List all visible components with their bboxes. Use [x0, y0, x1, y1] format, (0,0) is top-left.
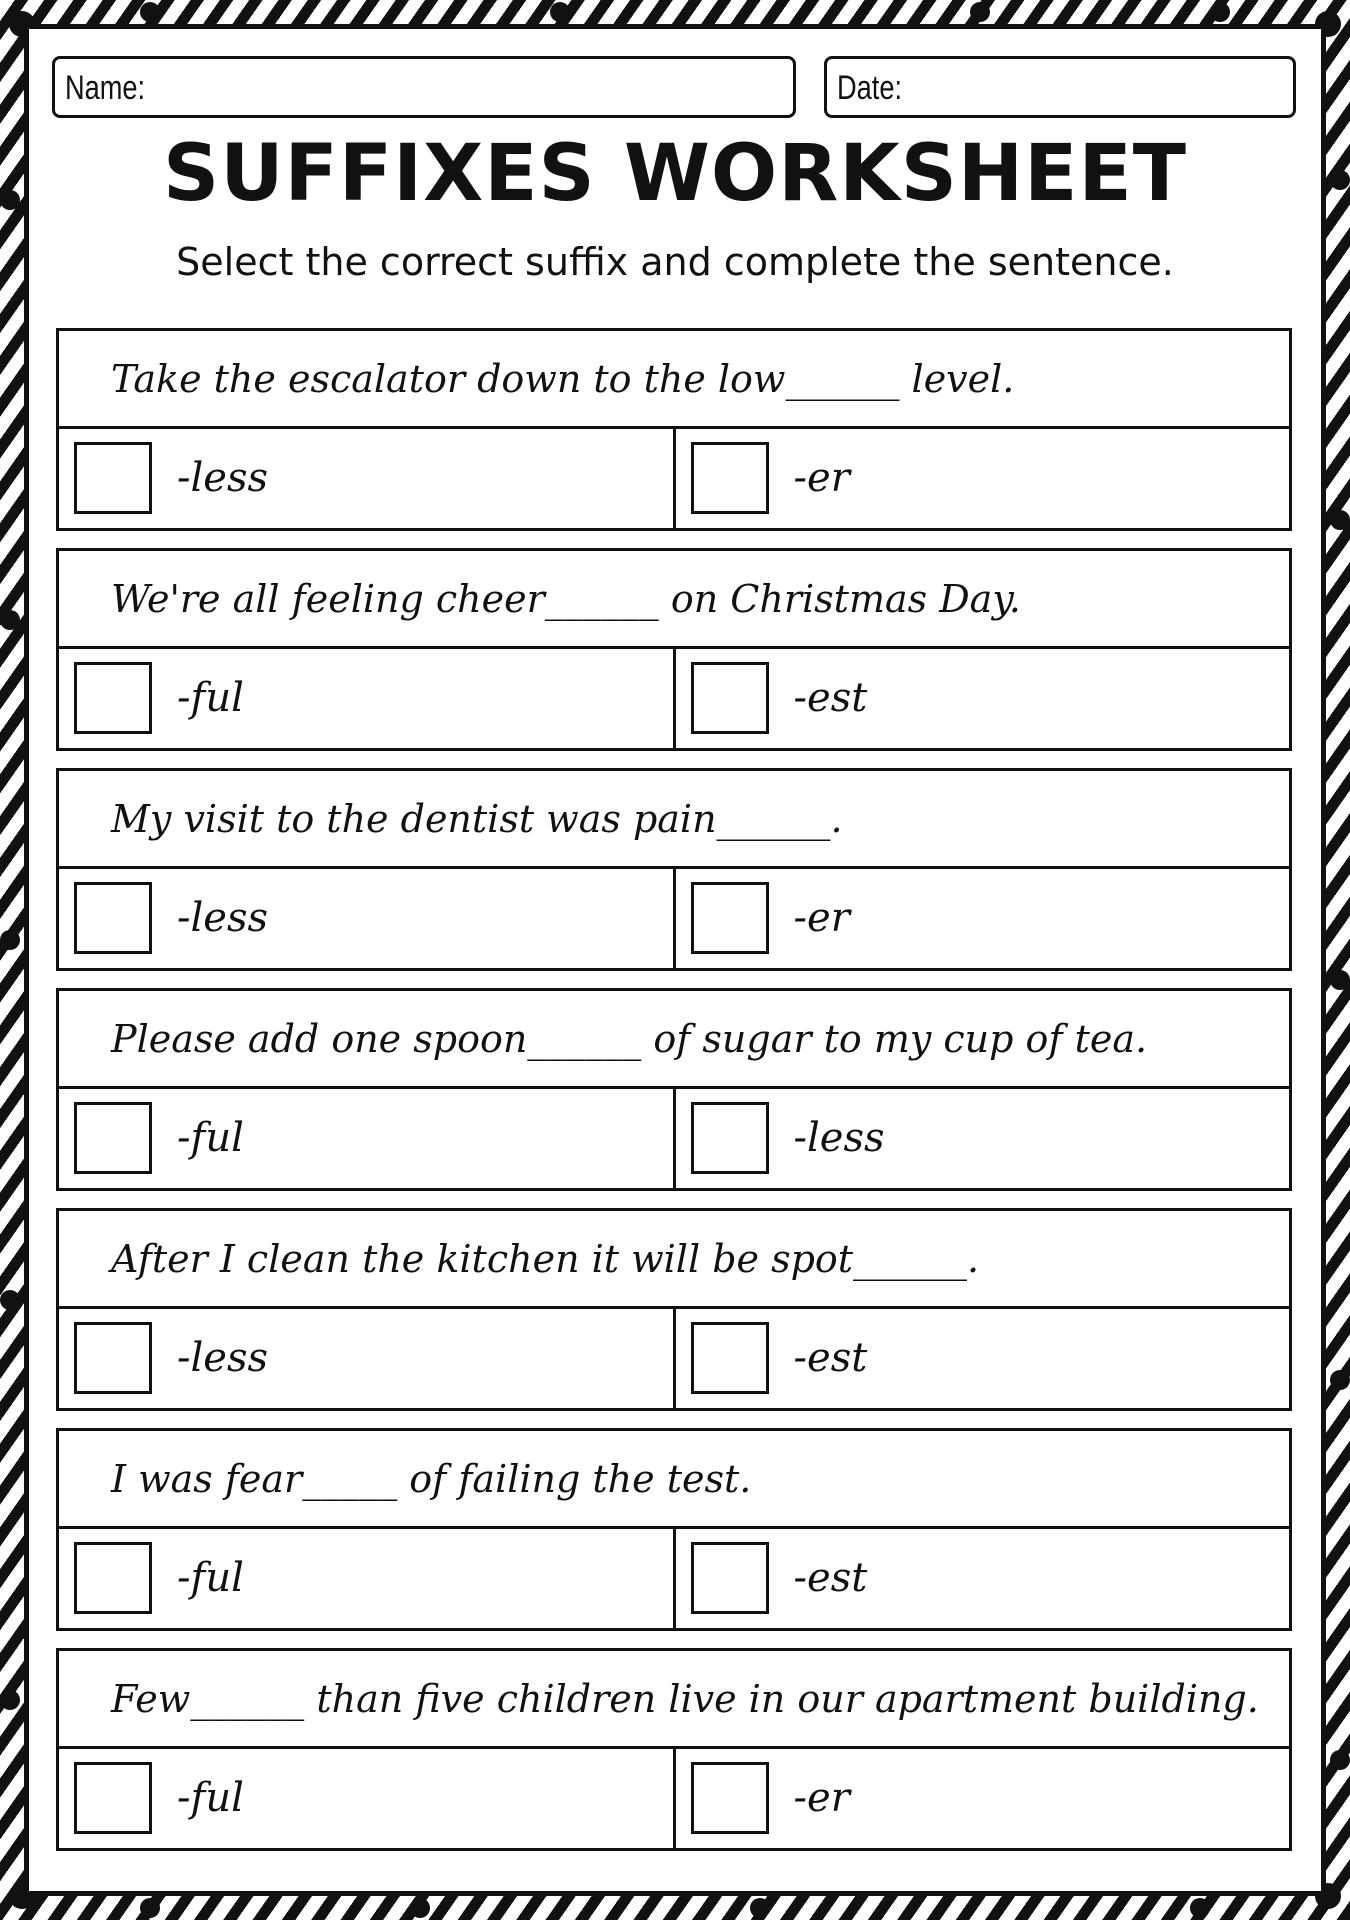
checkbox[interactable] [691, 1102, 769, 1174]
option-label: -er [793, 455, 850, 501]
question-6 [56, 1428, 1292, 1631]
checkbox[interactable] [691, 882, 769, 954]
option-a[interactable] [59, 1309, 676, 1408]
name-label: Name: [65, 69, 146, 107]
date-field[interactable] [824, 56, 1296, 118]
checkbox[interactable] [74, 442, 152, 514]
option-label: -est [793, 675, 868, 721]
checkbox[interactable] [74, 662, 152, 734]
worksheet-title: SUFFIXES WORKSHEET [163, 129, 1187, 219]
option-a[interactable] [59, 1749, 676, 1848]
option-label: -less [177, 895, 269, 941]
option-b[interactable] [676, 429, 1290, 528]
option-label: -ful [177, 1555, 244, 1601]
option-a[interactable] [59, 1089, 676, 1188]
option-b[interactable] [676, 1749, 1290, 1848]
question-sentence: We're all feeling cheer______ on Christmas Day. [59, 551, 1289, 649]
option-a[interactable] [59, 429, 676, 528]
question-5 [56, 1208, 1292, 1411]
checkbox[interactable] [74, 1542, 152, 1614]
checkbox[interactable] [74, 882, 152, 954]
option-label: -ful [177, 675, 244, 721]
question-3 [56, 768, 1292, 971]
option-label: -est [793, 1335, 868, 1381]
option-label: -est [793, 1555, 868, 1601]
option-label: -less [177, 1335, 269, 1381]
option-a[interactable] [59, 649, 676, 748]
question-sentence: Take the escalator down to the low______ level. [59, 331, 1289, 429]
checkbox[interactable] [74, 1322, 152, 1394]
option-b[interactable] [676, 1309, 1290, 1408]
checkbox[interactable] [691, 1322, 769, 1394]
date-label: Date: [837, 69, 903, 107]
option-b[interactable] [676, 869, 1290, 968]
checkbox[interactable] [691, 1762, 769, 1834]
question-sentence: My visit to the dentist was pain______. [59, 771, 1289, 869]
option-label: -er [793, 1775, 850, 1821]
option-label: -ful [177, 1115, 244, 1161]
question-sentence: I was fear_____ of failing the test. [59, 1431, 1289, 1529]
question-1 [56, 328, 1292, 531]
checkbox[interactable] [691, 662, 769, 734]
option-a[interactable] [59, 1529, 676, 1628]
name-field[interactable] [52, 56, 796, 118]
option-b[interactable] [676, 1529, 1290, 1628]
option-label: -er [793, 895, 850, 941]
checkbox[interactable] [691, 442, 769, 514]
checkbox[interactable] [691, 1542, 769, 1614]
option-label: -ful [177, 1775, 244, 1821]
question-4 [56, 988, 1292, 1191]
instructions: Select the correct suffix and complete the sentence. [176, 240, 1174, 284]
question-sentence: After I clean the kitchen it will be spot______. [59, 1211, 1289, 1309]
option-label: -less [793, 1115, 885, 1161]
question-7 [56, 1648, 1292, 1851]
question-sentence: Please add one spoon______ of sugar to my cup of tea. [59, 991, 1289, 1089]
question-2 [56, 548, 1292, 751]
question-sentence: Few______ than five children live in our apartment building. [59, 1651, 1289, 1749]
checkbox[interactable] [74, 1102, 152, 1174]
checkbox[interactable] [74, 1762, 152, 1834]
option-label: -less [177, 455, 269, 501]
option-a[interactable] [59, 869, 676, 968]
option-b[interactable] [676, 1089, 1290, 1188]
option-b[interactable] [676, 649, 1290, 748]
